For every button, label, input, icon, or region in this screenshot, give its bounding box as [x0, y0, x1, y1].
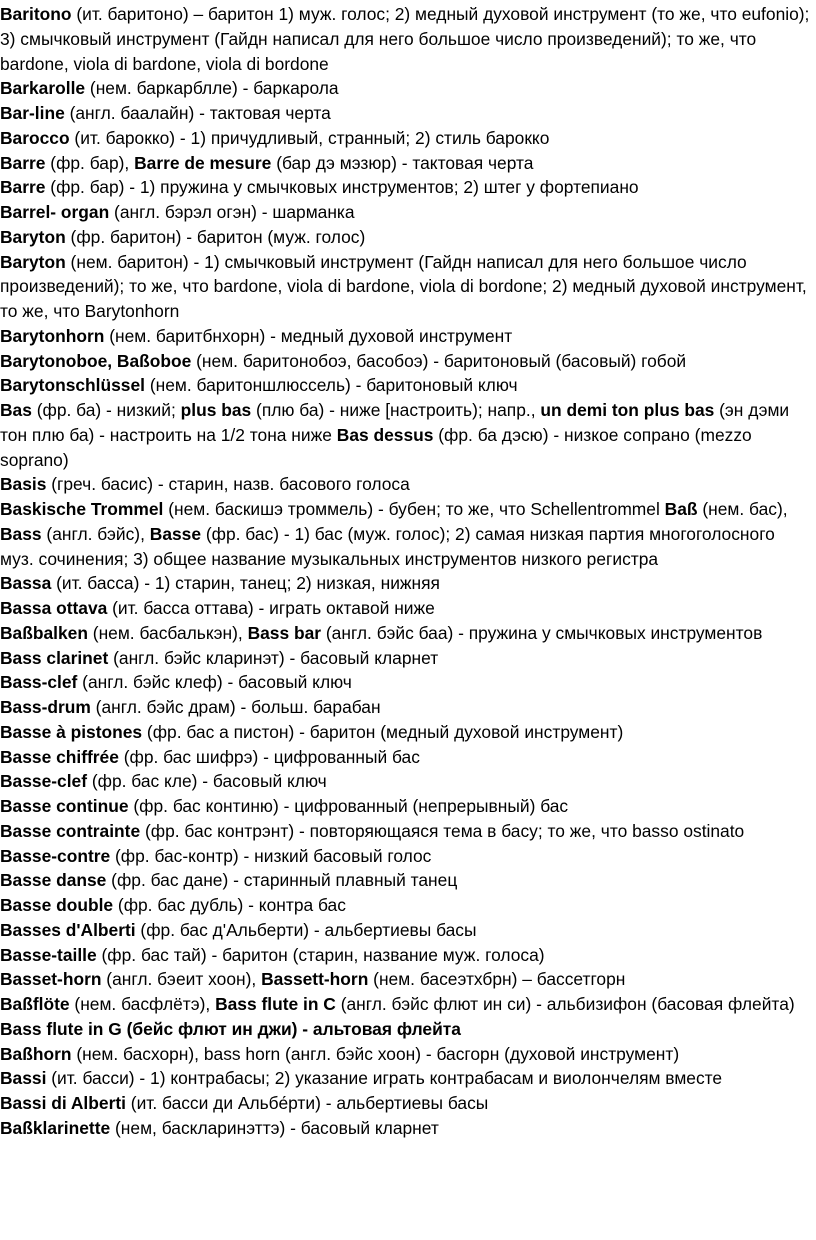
dictionary-entry: [0, 175, 810, 200]
entry-term: Baskische Trommel: [0, 499, 164, 519]
dictionary-entry: [0, 349, 810, 374]
entry-term: Basse continue: [0, 796, 129, 816]
entry-definition: (фр. ба дэсю) - низкое сопрано (mezzo soprano): [0, 424, 752, 470]
entry-term: Baryton: [0, 251, 66, 272]
entry-term: Basse-taille: [0, 944, 97, 965]
dictionary-entry: [0, 794, 810, 819]
entry-definition: (нем. баритоншлюссель) - баритоновый ключ: [144, 375, 518, 396]
entry-term: Bass: [0, 523, 42, 544]
entry-definition: (нем, баскларинэттэ) - басовый кларнет: [110, 1117, 439, 1138]
entry-term: Basse chiffrée: [0, 746, 119, 767]
dictionary-entry: [0, 720, 810, 745]
entry-definition: (англ. бэйс флют ин си) - альбизифон (басовая флейта): [335, 994, 795, 1014]
entry-term: Basset-horn: [0, 969, 102, 990]
entry-definition: (плю ба) - ниже [настроить); напр.,: [251, 400, 541, 420]
dictionary-entry: [0, 1091, 810, 1116]
entry-term: Bas dessus: [336, 424, 434, 445]
dictionary-entry: [0, 1017, 810, 1042]
entry-definition: (фр. ба) - низкий;: [31, 400, 181, 420]
entry-term: plus bas: [180, 400, 252, 420]
entry-term: Basse double: [0, 895, 114, 915]
entry-definition: (фр. бар) - 1) пружина у смычковых инструментов; 2) штег у фортепиано: [45, 177, 639, 198]
entry-definition: (нем. басфлётэ),: [69, 994, 216, 1014]
entry-term: Bass bar: [247, 622, 322, 643]
entry-term: Bar-line: [0, 103, 65, 123]
dictionary-entry: [0, 918, 810, 943]
entry-definition: (фр. бас континю) - цифрованный (непрерывный) бас: [128, 796, 569, 816]
entry-term: Basse-clef: [0, 771, 88, 792]
entry-definition: (ит. басса оттава) - играть октавой ниже: [107, 598, 435, 618]
dictionary-entry: [0, 992, 810, 1017]
entry-definition: (ит. басси) - 1) контрабасы; 2) указание играть контрабасам и виолончелям вместе: [46, 1068, 723, 1089]
entry-definition: (ит. басси ди Альбе́рти) - альбертиевы басы: [125, 1093, 489, 1113]
dictionary-entry: [0, 250, 810, 324]
entry-term: Barre de mesure: [134, 152, 272, 173]
entry-term: Baßklarinette: [0, 1117, 111, 1138]
entry-definition: (ит. басса) - 1) старин, танец; 2) низкая, нижняя: [51, 573, 440, 594]
entry-definition: (фр. бас д'Альберти) - альбертиевы басы: [135, 919, 477, 940]
entry-definition: (бар дэ мэзюр) - тактовая черта: [271, 152, 534, 173]
entry-term: Basse: [149, 523, 202, 544]
dictionary-entry: [0, 472, 810, 497]
dictionary-entry: [0, 695, 810, 720]
entry-definition: (англ. бэйс баа) - пружина у смычковых инструментов: [321, 622, 763, 643]
entry-definition: (англ. баалайн) - тактовая черта: [64, 103, 331, 123]
dictionary-entry: [0, 745, 810, 770]
entry-definition: (англ. бэйс драм) - больш. барабан: [90, 697, 381, 717]
dictionary-entry: [0, 819, 810, 844]
dictionary-entry: [0, 868, 810, 893]
dictionary-entry: [0, 670, 810, 695]
dictionary-entry: [0, 943, 810, 968]
dictionary-entry: [0, 373, 810, 398]
entry-term: Bassett-horn: [261, 969, 369, 990]
entry-term: Barytonhorn: [0, 325, 105, 346]
dictionary-entry: [0, 1066, 810, 1091]
dictionary-entry: [0, 225, 810, 250]
entry-term: Baryton: [0, 226, 66, 247]
entry-definition: (фр. бас кле) - басовый ключ: [87, 771, 327, 792]
dictionary-entry: [0, 596, 810, 621]
entry-definition: (нем. басбалькэн),: [87, 622, 248, 643]
entry-definition: (фр. баритон) - баритон (муж. голос): [65, 226, 366, 247]
entry-term: Barre: [0, 177, 46, 198]
dictionary-entry: [0, 200, 810, 225]
entry-term: Baß: [664, 499, 698, 519]
dictionary-entry: [0, 101, 810, 126]
entry-definition: (фр. бар),: [45, 152, 135, 173]
dictionary-entry: [0, 893, 810, 918]
entry-definition: (нем. баскишэ троммель) - бубен; то же, что Schellentrommel: [163, 499, 665, 519]
entry-definition: (англ. бэйс),: [41, 523, 150, 544]
entry-term: Bass flute in C: [215, 994, 336, 1014]
entry-term: Baritono: [0, 4, 72, 24]
entry-definition: (фр. бас дубль) - контра бас: [113, 895, 346, 915]
dictionary-entry: [0, 1042, 810, 1067]
entry-term: un demi ton plus bas: [540, 400, 715, 420]
dictionary-entry: [0, 621, 810, 646]
entry-term: Bassa ottava: [0, 598, 108, 618]
entry-term: Basse-contre: [0, 845, 111, 866]
entry-definition: (фр. бас а пистон) - баритон (медный духовой инструмент): [142, 721, 624, 742]
entry-term: Baßhorn: [0, 1043, 72, 1064]
entry-term: Bas: [0, 400, 32, 420]
entry-definition: (англ. бэрэл огэн) - шарманка: [109, 202, 355, 222]
entry-definition: (англ. бэйс клеф) - басовый ключ: [77, 672, 352, 693]
entry-term: Barre: [0, 152, 46, 173]
entry-definition: (фр. бас-контр) - низкий басовый голос: [110, 845, 432, 866]
dictionary-entry: [0, 151, 810, 176]
entry-definition: (ит. баритоно) – баритон 1) муж. голос; 2) медный духовой инструмент (то же, что eufonio); 3) смычковый инструмент (Гайдн написал для него большое число произведений); то же, что bardone, viola di bardone, viola di bordone: [0, 4, 810, 74]
entry-definition: (ит. барокко) - 1) причудливый, странный; 2) стиль барокко: [69, 127, 550, 148]
entry-term: Bassa: [0, 573, 52, 594]
dictionary-entry: [0, 1116, 810, 1141]
entry-definition: (нем. баркарблле) - баркарола: [85, 78, 339, 99]
entry-term: Basse danse: [0, 870, 107, 891]
dictionary-entry: [0, 967, 810, 992]
dictionary-entry: [0, 769, 810, 794]
entry-definition: (нем. басхорн), bass horn (англ. бэйс хоон) - басгорн (духовой инструмент): [71, 1043, 680, 1064]
dictionary-entry: [0, 844, 810, 869]
entry-term: Basse contrainte: [0, 820, 141, 841]
entry-term: Baßflöte: [0, 994, 70, 1014]
dictionary-entry: [0, 2, 810, 76]
dictionary-entry: [0, 324, 810, 349]
entry-term: Basis: [0, 474, 47, 495]
entry-definition: (нем. баритонобоэ, басобоэ) - баритоновый (басовый) гобой: [191, 350, 687, 371]
entry-term: Bass-clef: [0, 672, 78, 693]
dictionary-entry: [0, 126, 810, 151]
entry-term: Bass-drum: [0, 697, 91, 717]
entry-term: Baßbalken: [0, 622, 88, 643]
entry-definition: (фр. бас контрэнт) - повторяющаяся тема в басу; то же, что basso ostinato: [140, 820, 745, 841]
entry-term: Basse à pistones: [0, 721, 143, 742]
entry-definition: (нем. басеэтхбрн) – бассетгорн: [368, 969, 626, 990]
entry-definition: (эн дэми тон плю ба) - настроить на 1/2 тона ниже: [0, 400, 790, 445]
entry-definition: (нем. баритбнхорн) - медный духовой инструмент: [104, 325, 513, 346]
entry-term: Bass flute in G (бейс флют ин джи) - альтовая флейта: [0, 1018, 461, 1039]
entry-term: Barytonschlüssel: [0, 375, 145, 396]
entry-definition: (англ. бэйс кларинэт) - басовый кларнет: [108, 647, 439, 668]
entry-definition: (фр. бас тай) - баритон (старин, название муж. голоса): [96, 944, 545, 965]
entry-definition: (нем. бас),: [697, 499, 788, 519]
dictionary-entry: [0, 646, 810, 671]
entry-definition: (греч. басис) - старин, назв. басового голоса: [46, 474, 410, 495]
entry-term: Basses d'Alberti: [0, 919, 136, 940]
entry-definition: (англ. бэеит хоон),: [101, 969, 262, 990]
entry-definition: (фр. бас) - 1) бас (муж. голос); 2) самая низкая партия многоголосного муз. сочинения; 3) общее название музыкальных инструментов низкого регистра: [0, 523, 775, 569]
entry-term: Barocco: [0, 127, 70, 148]
entry-definition: (нем. баритон) - 1) смычковый инструмент (Гайдн написал для него большое число произведений); то же, что bardone, viola di bardone, viola di bordone; 2) медный духовой инструмент, то же, что Barytonhorn: [0, 251, 807, 321]
entry-term: Barrel- organ: [0, 202, 110, 222]
dictionary-entry: [0, 497, 810, 571]
entry-term: Barkarolle: [0, 78, 86, 99]
entry-term: Bass clarinet: [0, 647, 109, 668]
dictionary-entry: [0, 571, 810, 596]
entry-term: Bassi: [0, 1068, 47, 1089]
dictionary-entry: [0, 398, 810, 472]
entry-definition: (фр. бас шифрэ) - цифрованный бас: [118, 746, 420, 767]
entry-term: Bassi di Alberti: [0, 1093, 126, 1113]
entry-term: Barytonoboe, Baßoboe: [0, 350, 192, 371]
entry-definition: (фр. бас дане) - старинный плавный танец: [106, 870, 458, 891]
dictionary-entry: [0, 76, 810, 101]
